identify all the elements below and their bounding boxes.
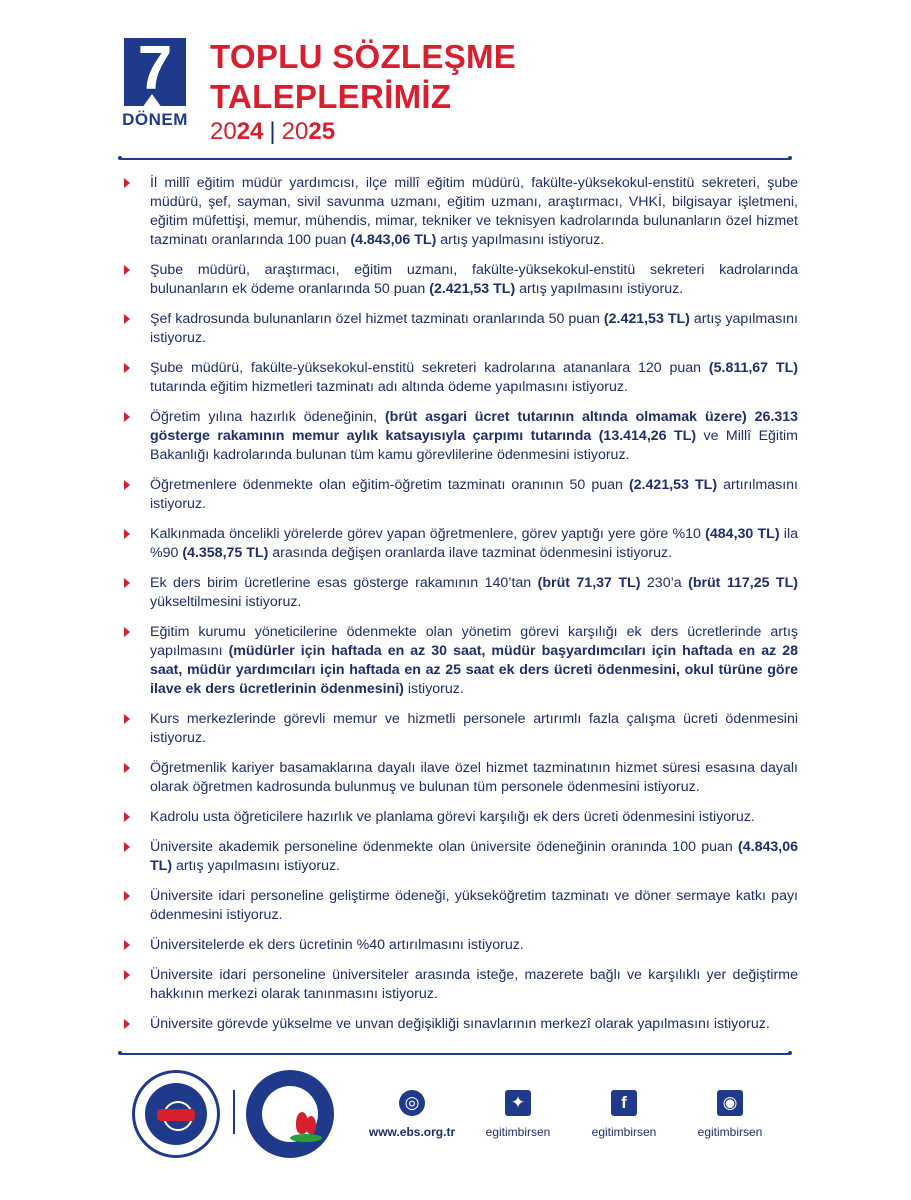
list-item: Öğretmenlere ödenmekte olan eğitim-öğretim tazminatı oranının 50 puan (2.421,53 TL) artırılmasını istiyoruz. xyxy=(118,476,798,514)
bullet-icon xyxy=(124,714,130,724)
bullet-icon xyxy=(124,529,130,539)
twitter-link[interactable] xyxy=(468,1090,568,1139)
bullet-icon xyxy=(124,578,130,588)
list-item: İl millî eğitim müdür yardımcısı, ilçe millî eğitim müdürü, fakülte-yüksekokul-enstitü sekreteri, şube müdürü, şef, sayman, sivil savunma uzmanı, eğitim uzmanı, araştırmacı, VHKİ, bilgisayar işletmeni, eğitim müfettişi, memur, mühendis, mimar, tekniker ve teknisyen kadrolarında bulunanların özel hizmet tazminatı oranlarında 100 puan (4.843,06 TL) artış yapılmasını istiyoruz. xyxy=(118,174,798,250)
bullet-icon xyxy=(124,627,130,637)
bullet-icon xyxy=(124,891,130,901)
footer xyxy=(120,1068,800,1168)
period-word: DÖNEM xyxy=(122,110,188,129)
period-arrow-icon xyxy=(142,94,162,108)
bullet-icon xyxy=(124,763,130,773)
period-number: 7 xyxy=(137,34,173,103)
bullet-icon xyxy=(124,265,130,275)
bullet-icon xyxy=(124,363,130,373)
bullet-icon xyxy=(124,812,130,822)
header xyxy=(118,34,798,148)
list-item: Üniversite idari personeline geliştirme ödeneği, yükseköğretim tazminatı ve döner sermaye katkı payı ödenmesini istiyoruz. xyxy=(118,887,798,925)
list-item: Üniversite görevde yükselme ve unvan değişikliği sınavlarının merkezî olarak yapılmasını istiyoruz. xyxy=(118,1015,798,1034)
twitter-icon: ✦ xyxy=(505,1090,531,1116)
top-divider xyxy=(120,158,790,160)
demands-list xyxy=(118,174,798,1045)
turkey-map-icon xyxy=(157,1109,195,1121)
bullet-icon xyxy=(124,842,130,852)
bullet-icon xyxy=(124,178,130,188)
bullet-icon xyxy=(124,940,130,950)
bullet-icon xyxy=(124,314,130,324)
memur-sen-logo-inner xyxy=(145,1083,207,1145)
period-badge xyxy=(118,34,188,136)
memur-sen-logo xyxy=(132,1070,220,1158)
list-item: Üniversitelerde ek ders ücretinin %40 artırılmasını istiyoruz. xyxy=(118,936,798,955)
list-item: Eğitim kurumu yöneticilerine ödenmekte olan yönetim görevi karşılığı ek ders ücretlerinde artış yapılmasını (müdürler için haftada en az 30 saat, müdür başyardımcıları için haftada en az 28 saat, müdür yardımcıları için haftada en az 25 saat ek ders ücreti ödenmesini, okul türüne göre ilave ek ders ücretlerinin ödenmesini) istiyoruz. xyxy=(118,623,798,699)
list-item: Öğretim yılına hazırlık ödeneğinin, (brüt asgari ücret tutarının altında olmamak üzere) 26.313 gösterge rakamının memur aylık katsayısıyla çarpımı tutarında (13.414,26 TL) ve Millî Eğitim Bakanlığı kadrolarında bulunan tüm kamu görevlilerine ödenmesini istiyoruz. xyxy=(118,408,798,465)
title-line-2: TALEPLERİMİZ xyxy=(210,78,452,115)
flame-icon xyxy=(306,1116,316,1134)
instagram-icon: ◉ xyxy=(717,1090,743,1116)
years: 2024 | 2025 xyxy=(210,118,336,145)
instagram-label: egitimbirsen xyxy=(697,1125,763,1139)
facebook-link[interactable] xyxy=(574,1090,674,1139)
list-item: Kalkınmada öncelikli yörelerde görev yapan öğretmenlere, görev yaptığı yere göre %10 (484,30 TL) ila %90 (4.358,75 TL) arasında değişen oranlarda ilave tazminat ödenmesini istiyoruz. xyxy=(118,525,798,563)
bottom-divider xyxy=(120,1053,790,1055)
list-item: Şef kadrosunda bulunanların özel hizmet tazminatı oranlarında 50 puan (2.421,53 TL) artış yapılmasını istiyoruz. xyxy=(118,310,798,348)
website-link[interactable] xyxy=(362,1090,462,1139)
list-item: Öğretmenlik kariyer basamaklarına dayalı ilave özel hizmet tazminatının hizmet süresi esasına dayalı olarak öğretmen kadrosunda bulunmuş ve bulunan tüm personele ödenmesini istiyoruz. xyxy=(118,759,798,797)
egitim-bir-sen-logo-inner xyxy=(262,1086,318,1142)
bullet-icon xyxy=(124,480,130,490)
facebook-icon: f xyxy=(611,1090,637,1116)
title-line-1: TOPLU SÖZLEŞME xyxy=(210,38,517,75)
list-item: Kurs merkezlerinde görevli memur ve hizmetli personele artırımlı fazla çalışma ücreti ödenmesini istiyoruz. xyxy=(118,710,798,748)
website-label: www.ebs.org.tr xyxy=(368,1125,456,1139)
instagram-link[interactable] xyxy=(680,1090,780,1139)
list-item: Ek ders birim ücretlerine esas gösterge rakamının 140’tan (brüt 71,37 TL) 230’a (brüt 117,25 TL) yükseltilmesini istiyoruz. xyxy=(118,574,798,612)
bullet-icon xyxy=(124,1019,130,1029)
egitim-bir-sen-logo xyxy=(246,1070,334,1158)
list-item: Şube müdürü, fakülte-yüksekokul-enstitü sekreteri kadrolarına atananlara 120 puan (5.811,67 TL) tutarında eğitim hizmetleri tazminatı adı altında ödeme yapılmasını istiyoruz. xyxy=(118,359,798,397)
list-item: Üniversite akademik personeline ödenmekte olan üniversite ödeneğinin oranında 100 puan (4.843,06 TL) artış yapılmasını istiyoruz. xyxy=(118,838,798,876)
twitter-label: egitimbirsen xyxy=(485,1125,551,1139)
list-item: Üniversite idari personeline üniversiteler arasında isteğe, mazerete bağlı ve karşılıklı yer değiştirme hakkının merkezi olarak tanınmasını istiyoruz. xyxy=(118,966,798,1004)
globe-icon: ◎ xyxy=(399,1090,425,1116)
bullet-icon xyxy=(124,970,130,980)
facebook-label: egitimbirsen xyxy=(591,1125,657,1139)
list-item: Kadrolu usta öğreticilere hazırlık ve planlama görevi karşılığı ek ders ücreti ödenmesini istiyoruz. xyxy=(118,808,798,827)
logo-separator xyxy=(233,1090,235,1134)
list-item: Şube müdürü, araştırmacı, eğitim uzmanı, fakülte-yüksekokul-enstitü sekreteri kadrolarında bulunanların ek ödeme oranlarında 50 puan (2.421,53 TL) artış yapılmasını istiyoruz. xyxy=(118,261,798,299)
leaf-icon xyxy=(290,1134,322,1142)
bullet-icon xyxy=(124,412,130,422)
